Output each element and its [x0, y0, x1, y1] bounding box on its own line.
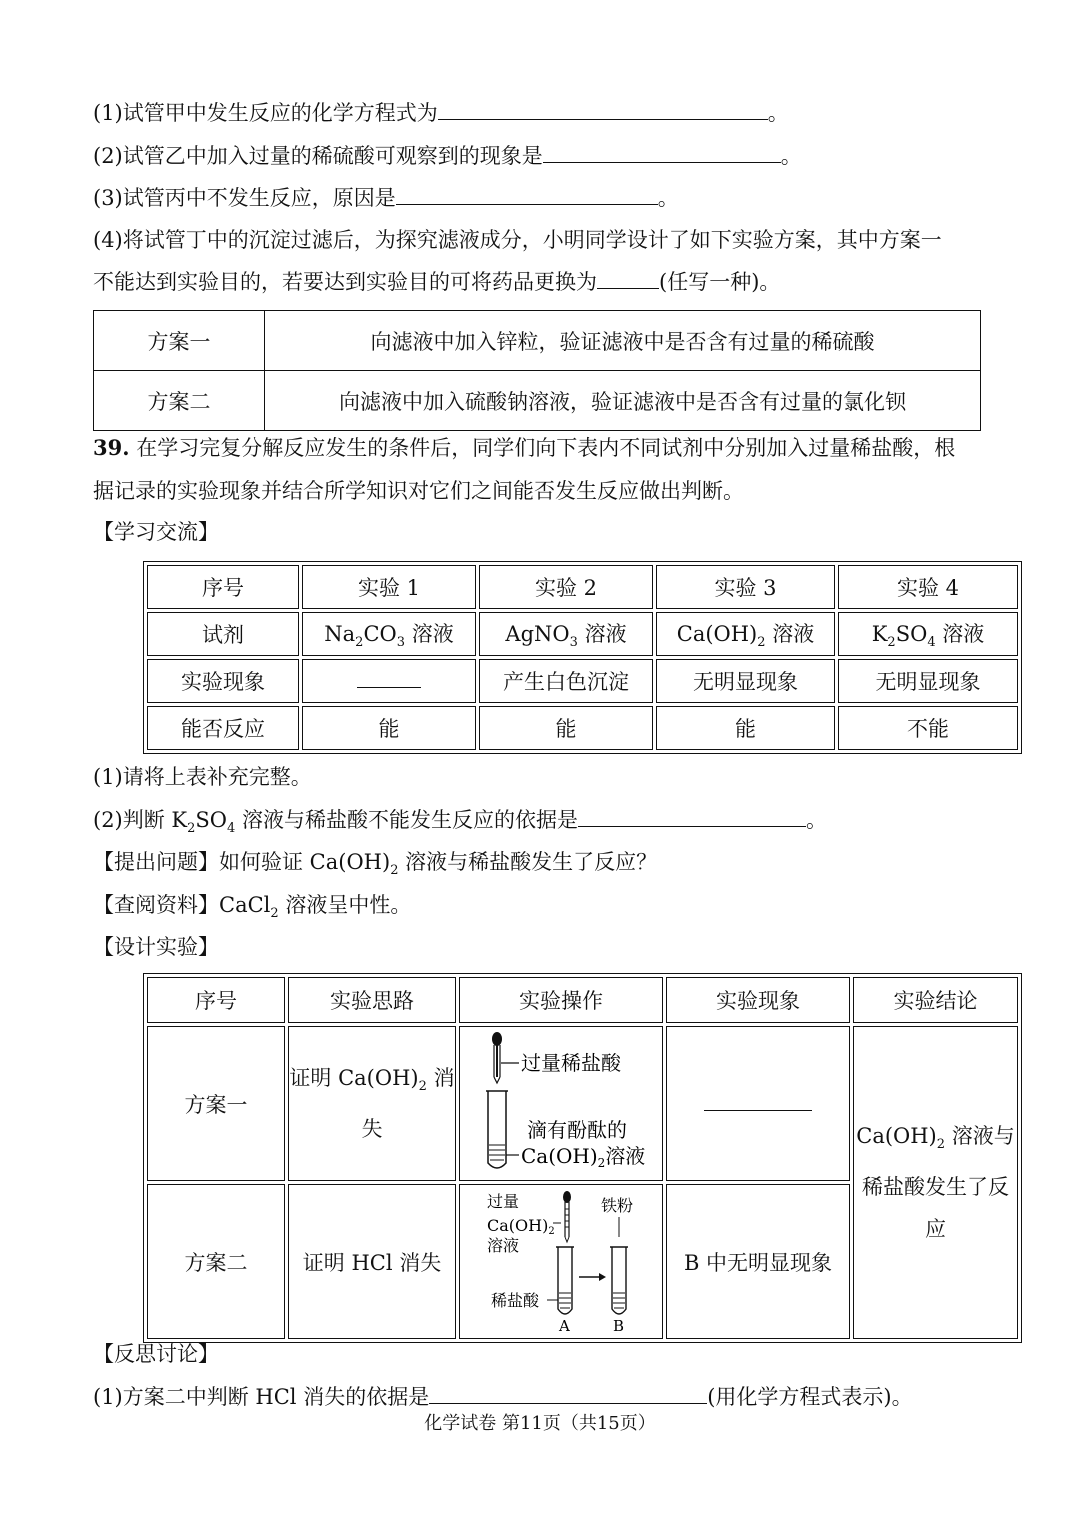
header-cell: 实验 2: [479, 565, 653, 609]
row-label: 实验现象: [147, 659, 299, 703]
answer-blank[interactable]: [597, 268, 659, 289]
header-cell: 实验现象: [666, 977, 850, 1023]
answer-blank[interactable]: [704, 1096, 812, 1111]
header-cell: 实验结论: [853, 977, 1018, 1023]
q39-part1: (1)请将上表补充完整。: [93, 765, 312, 789]
header-cell: 序号: [147, 565, 299, 609]
page-footer: 化学试卷 第11页（共15页）: [424, 1413, 656, 1434]
answer-blank[interactable]: [438, 99, 768, 120]
plan1-figure-cell: [459, 1026, 663, 1181]
svg-text:Ca(OH)2: Ca(OH)2: [487, 1216, 555, 1237]
table-row: [147, 565, 1018, 609]
svg-text:过量稀盐酸: 过量稀盐酸: [521, 1051, 621, 1075]
answer-blank[interactable]: [396, 184, 658, 205]
table-row: [147, 612, 1018, 656]
react-cell: 能: [479, 706, 653, 750]
table-row: [94, 371, 981, 431]
q39-part2: (2)判断 $K_2SO_4$ 溶液与稀盐酸不能发生反应的依据是 。: [93, 808, 827, 837]
table-row: [147, 706, 1018, 750]
react-cell: 能: [656, 706, 835, 750]
react-cell: 不能: [838, 706, 1018, 750]
svg-text:稀盐酸: 稀盐酸: [491, 1291, 540, 1310]
section-heading: 【反思讨论】: [93, 1342, 219, 1366]
experiment-table: [143, 561, 1022, 754]
svg-text:B: B: [613, 1317, 625, 1333]
plan-name: 方案一: [147, 1026, 285, 1181]
header-cell: 实验 4: [838, 565, 1018, 609]
row-label: 能否反应: [147, 706, 299, 750]
header-cell: 实验操作: [459, 977, 663, 1023]
answer-blank[interactable]: [429, 1383, 707, 1404]
plan-idea: 证明 HCl 消失: [288, 1184, 456, 1339]
table-row: [147, 977, 1018, 1023]
q39-intro-line1: 39. 在学习完复分解反应发生的条件后，同学们向下表内不同试剂中分别加入过量稀盐酸，根: [93, 435, 956, 460]
svg-text:过量: 过量: [487, 1192, 520, 1211]
plan-desc: 向滤液中加入硫酸钠溶液，验证滤液中是否含有过量的氯化钡: [265, 371, 981, 431]
reagent-cell: $K_2SO_4$ 溶液: [838, 612, 1018, 656]
reflection-part1: (1)方案二中判断 HCl 消失的依据是 (用化学方程式表示)。: [93, 1385, 913, 1409]
phenomenon-cell: 产生白色沉淀: [479, 659, 653, 703]
answer-blank[interactable]: [578, 806, 806, 827]
svg-text:铁粉: 铁粉: [601, 1196, 634, 1215]
q38-plan-table: [93, 310, 981, 431]
plan-desc: 向滤液中加入锌粒，验证滤液中是否含有过量的稀硫酸: [265, 311, 981, 371]
plan2-figure-cell: [459, 1184, 663, 1339]
answer-blank-cell[interactable]: [302, 659, 476, 703]
info-line: 【查阅资料】CaCl$_2$ 溶液呈中性。: [93, 893, 412, 922]
q38-part4-line1: (4)将试管丁中的沉淀过滤后，为探究滤液成分，小明同学设计了如下实验方案，其中方案一: [93, 228, 942, 252]
plan1-apparatus-figure: [461, 1027, 661, 1175]
plan-name: 方案二: [147, 1184, 285, 1339]
q38-part4-line2: 不能达到实验目的，若要达到实验目的可将药品更换为 (任写一种)。: [93, 270, 781, 294]
design-table: [143, 973, 1022, 1343]
question-number: 39.: [93, 435, 130, 460]
header-cell: 实验思路: [288, 977, 456, 1023]
header-cell: 序号: [147, 977, 285, 1023]
answer-blank-cell[interactable]: [666, 1026, 850, 1181]
test-tube-icon: [486, 1091, 508, 1168]
table-row: [94, 311, 981, 371]
answer-blank[interactable]: [357, 673, 421, 688]
problem-line: 【提出问题】如何验证 $Ca(OH)_2$ 溶液与稀盐酸发生了反应？: [93, 850, 658, 879]
test-tube-a-icon: [556, 1247, 574, 1314]
phenomenon-cell: 无明显现象: [838, 659, 1018, 703]
reagent-cell: AgNO$_3$ 溶液: [479, 612, 653, 656]
plan-idea: 证明 $Ca(OH)_2$ 消 失: [288, 1026, 456, 1181]
q38-part2: (2)试管乙中加入过量的稀硫酸可观察到的现象是 。: [93, 144, 802, 168]
answer-blank[interactable]: [543, 142, 781, 163]
q39-intro-line2: 据记录的实验现象并结合所学知识对它们之间能否发生反应做出判断。: [93, 479, 744, 503]
plan-name: 方案一: [94, 311, 265, 371]
header-cell: 实验 1: [302, 565, 476, 609]
svg-text:溶液: 溶液: [487, 1236, 520, 1255]
reagent-cell: $Na_2CO_3$ 溶液: [302, 612, 476, 656]
arrow-right-icon: [579, 1273, 606, 1281]
plan2-phenomenon: B 中无明显现象: [666, 1184, 850, 1339]
phenomenon-cell: 无明显现象: [656, 659, 835, 703]
q38-part3: (3)试管丙中不发生反应，原因是 。: [93, 186, 679, 210]
table-row: [147, 1026, 1018, 1181]
header-cell: 实验 3: [656, 565, 835, 609]
row-label: 试剂: [147, 612, 299, 656]
section-heading: 【设计实验】: [93, 935, 219, 959]
section-heading: 【学习交流】: [93, 520, 219, 544]
conclusion-cell: $Ca(OH)_2$ 溶液与 稀盐酸发生了反 应: [853, 1026, 1018, 1339]
q38-part1: (1)试管甲中发生反应的化学方程式为 。: [93, 101, 789, 125]
plan2-apparatus-figure: [461, 1185, 661, 1333]
test-tube-b-icon: [610, 1247, 628, 1314]
dropper-icon: [563, 1191, 571, 1242]
plan-name: 方案二: [94, 371, 265, 431]
table-row: [147, 659, 1018, 703]
svg-text:滴有酚酞的: 滴有酚酞的: [527, 1118, 627, 1142]
dropper-icon: [492, 1032, 502, 1083]
reagent-cell: $Ca(OH)_2$ 溶液: [656, 612, 835, 656]
react-cell: 能: [302, 706, 476, 750]
svg-text:A: A: [559, 1317, 570, 1333]
svg-text:Ca(OH)2溶液: $Ca(OH)_2$溶液: [521, 1144, 646, 1170]
